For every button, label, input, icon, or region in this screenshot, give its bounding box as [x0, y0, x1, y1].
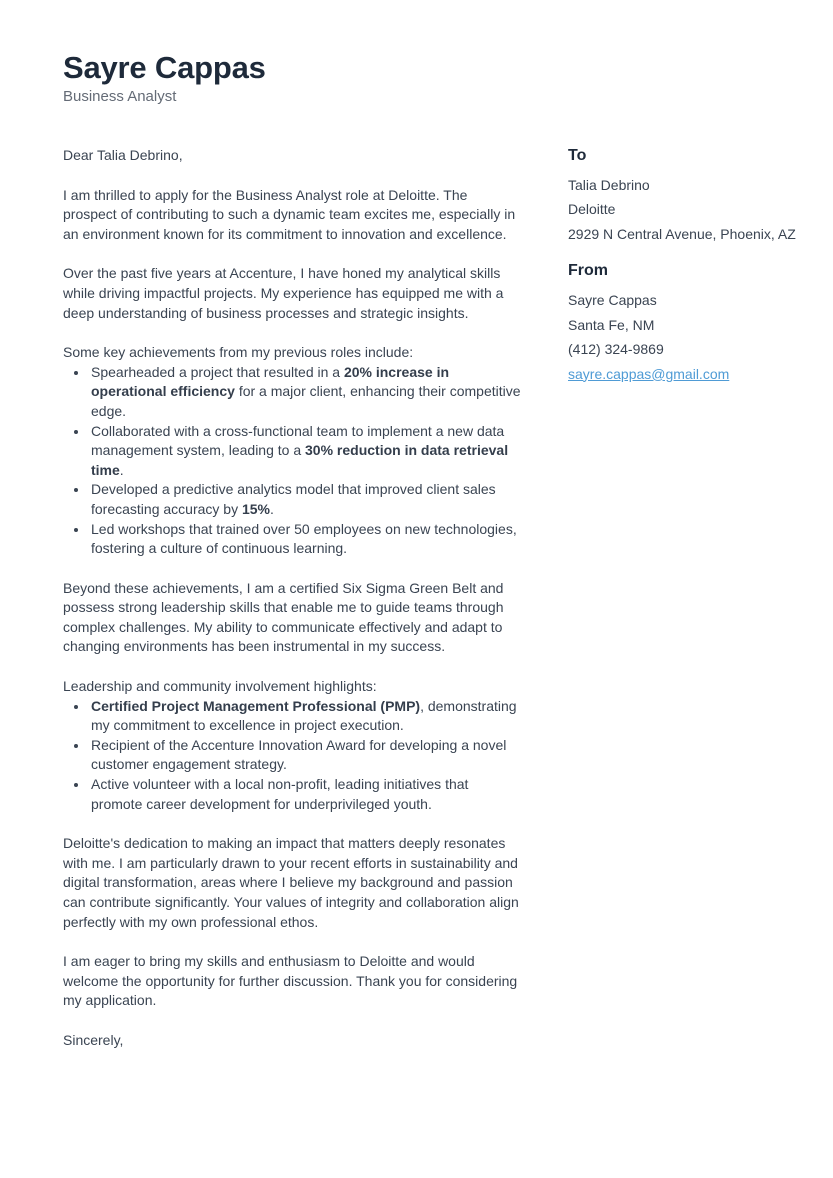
recipient-section: [568, 146, 798, 244]
letter-list-item: • Developed a predictive analytics model that improved client sales forecasting accuracy by 15%.: [89, 480, 523, 519]
letter-paragraph: I am thrilled to apply for the Business Analyst role at Deloitte. The prospect of contributing to such a dynamic team excites me, especially in an environment known for its commitment to innovation and excellence.: [63, 186, 516, 242]
letter-list-item: • Recipient of the Accenture Innovation Award for developing a novel customer engagement strategy.: [89, 736, 523, 775]
letter-paragraph: Over the past five years at Accenture, I have honed my analytical skills while driving impactful projects. My experience has equipped me with a deep understanding of business processes and strategic insights.: [63, 265, 504, 321]
letter-paragraph: Deloitte's dedication to making an impact that matters deeply resonates with me. I am particularly drawn to your recent efforts in sustainability and digital transformation, areas where I believe my background and passion can contribute significantly. Your values of integrity and collaboration align perfectly with my own professional ethos.: [63, 835, 519, 930]
contact-sidebar: [568, 146, 798, 389]
sender-line: (412) 324-9869: [568, 341, 664, 358]
letter-body: [63, 146, 523, 1071]
letter-header: [63, 50, 266, 105]
bold-text: Certified Project Management Professional (PMP): [91, 697, 421, 714]
bold-text: 30% reduction in data retrieval time: [91, 442, 509, 478]
bold-text: 15%: [241, 500, 270, 517]
sender-email-line: [568, 365, 798, 385]
sender-line: Sayre Cappas: [568, 291, 657, 308]
sender-line: Santa Fe, NM: [568, 316, 655, 333]
letter-paragraph: I am eager to bring my skills and enthusiasm to Deloitte and would welcome the opportunity for further discussion. Thank you for considering my application.: [63, 953, 518, 1009]
sender-heading: From: [568, 262, 608, 280]
candidate-name: Sayre Cappas: [63, 50, 266, 85]
letter-list-item: • Certified Project Management Professional (PMP), demonstrating my commitment to excellence in project execution.: [89, 697, 523, 736]
recipient-heading: To: [568, 147, 587, 164]
letter-list-item: • Collaborated with a cross-functional team to implement a new data management system, leading to a 30% reduction in data retrieval time.: [89, 422, 523, 481]
candidate-job-title: Business Analyst: [63, 87, 177, 105]
recipient-line: Deloitte: [568, 201, 616, 218]
recipient-lines: [568, 176, 798, 245]
sender-lines: [568, 291, 798, 360]
recipient-line: Talia Debrino: [568, 176, 650, 193]
letter-list-item: • Led workshops that trained over 50 employees on new technologies, fostering a culture of continuous learning.: [89, 520, 523, 559]
letter-paragraph: Some key achievements from my previous roles include:: [63, 344, 414, 361]
letter-paragraph: Beyond these achievements, I am a certified Six Sigma Green Belt and possess strong leadership skills that enable me to guide teams through complex challenges. My ability to communicate effectively and adapt to changing environments has been instrumental in my success.: [63, 579, 504, 655]
bold-text: 20% increase in operational efficiency: [91, 363, 450, 400]
letter-paragraph: Dear Talia Debrino,: [63, 147, 183, 163]
letter-list-item: • Spearheaded a project that resulted in a 20% increase in operational efficiency for a major client, enhancing their competitive edge.: [89, 363, 523, 422]
letter-paragraph: Leadership and community involvement highlights:: [63, 678, 377, 695]
sender-section: [568, 261, 798, 384]
letter-paragraph: Sincerely,: [63, 1031, 124, 1048]
recipient-line: 2929 N Central Avenue, Phoenix, AZ: [568, 225, 796, 242]
sender-email-link[interactable]: sayre.cappas@gmail.com: [568, 365, 730, 382]
letter-list-item: • Active volunteer with a local non-profit, leading initiatives that promote career development for underprivileged youth.: [89, 775, 523, 814]
letter-list: [63, 363, 523, 559]
letter-list: [63, 697, 523, 815]
